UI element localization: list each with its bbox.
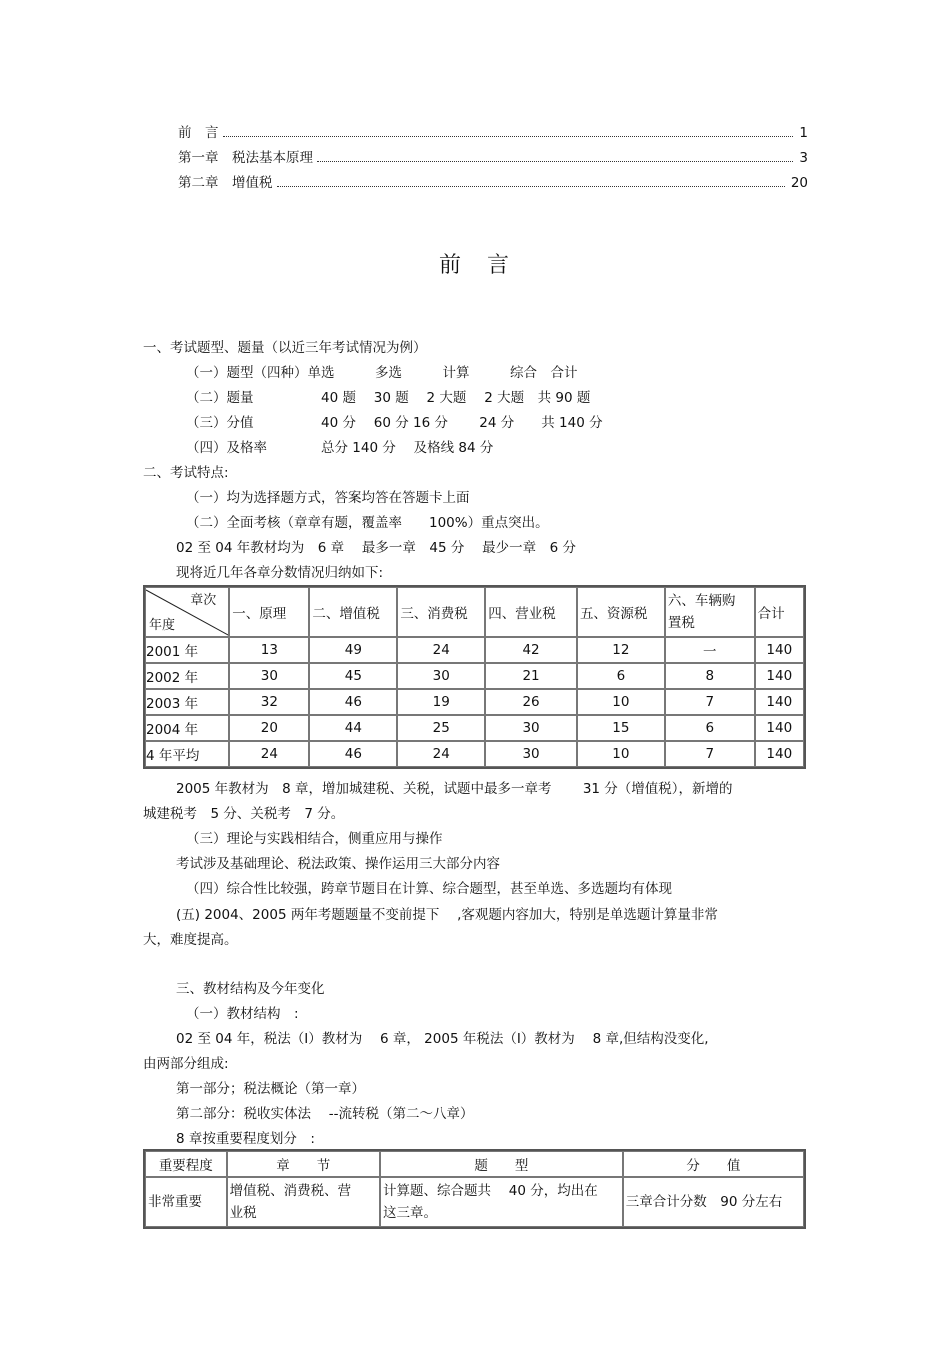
table-cell: 15 xyxy=(577,715,665,741)
table-cell: 6 xyxy=(665,715,755,741)
table-row xyxy=(145,637,804,663)
table-cell: 24 xyxy=(229,741,309,767)
paragraph: 大，难度提高。 xyxy=(143,932,238,948)
table-cell: 46 xyxy=(309,741,397,767)
paragraph: （三）分值 40 分 60 分 16 分 24 分 共 140 分 xyxy=(186,415,603,431)
table-cell: 12 xyxy=(577,637,665,663)
year-cell: 2004 年 xyxy=(145,715,229,741)
column-header: 一、原理 xyxy=(229,587,309,637)
column-header: 合计 xyxy=(755,587,804,637)
table-cell: 30 xyxy=(485,715,577,741)
table-row xyxy=(145,663,804,689)
diagonal-header-cell xyxy=(145,587,229,637)
toc-label: 第二章 增值税 xyxy=(178,175,273,191)
table-cell: 46 xyxy=(309,689,397,715)
table-cell: 7 xyxy=(665,689,755,715)
column-header: 四、营业税 xyxy=(485,587,577,637)
section-heading: 一、考试题型、题量（以近三年考试情况为例） xyxy=(143,340,427,356)
table-row xyxy=(145,715,804,741)
paragraph: 考试涉及基础理论、税法政策、操作运用三大部分内容 xyxy=(176,856,500,872)
toc-leader xyxy=(277,186,785,187)
table-cell: 44 xyxy=(309,715,397,741)
cell-line: 增值税、消费税、营 xyxy=(229,1183,352,1199)
paragraph: 城建税考 5 分、关税考 7 分。 xyxy=(143,806,345,822)
column-header: 分 值 xyxy=(623,1151,804,1177)
table-cell: 140 xyxy=(755,741,804,767)
year-cell: 2002 年 xyxy=(145,663,229,689)
table-cell: 42 xyxy=(485,637,577,663)
table-cell: 6 xyxy=(577,663,665,689)
paragraph: (五) 2004、2005 两年考题题量不变前提下 ,客观题内容加大，特别是单选题计算量非常 xyxy=(176,907,718,923)
table-cell: 30 xyxy=(397,663,485,689)
paragraph: （二）题量 40 题 30 题 2 大题 2 大题 共 90 题 xyxy=(186,390,591,406)
table-cell: 19 xyxy=(397,689,485,715)
importance-table xyxy=(143,1149,806,1229)
table-cell: 24 xyxy=(397,741,485,767)
table-cell: 30 xyxy=(485,741,577,767)
corner-bottom-label: 年度 xyxy=(149,618,176,633)
paragraph: （一）均为选择题方式，答案均答在答题卡上面 xyxy=(186,490,470,506)
table-cell xyxy=(227,1177,380,1227)
column-header: 五、资源税 xyxy=(577,587,665,637)
column-header xyxy=(665,587,755,637)
toc-page: 20 xyxy=(790,175,808,191)
table-cell: 140 xyxy=(755,715,804,741)
table-cell: 10 xyxy=(577,689,665,715)
table-cell: 非常重要 xyxy=(145,1177,227,1227)
toc-label: 第一章 税法基本原理 xyxy=(178,150,313,166)
paragraph: 第二部分：税收实体法 --流转税（第二～八章） xyxy=(176,1106,474,1122)
table-cell: 140 xyxy=(755,663,804,689)
table-row xyxy=(145,1177,804,1227)
column-header: 题 型 xyxy=(380,1151,623,1177)
paragraph: （四）及格率 总分 140 分 及格线 84 分 xyxy=(186,440,494,456)
toc-entry[interactable] xyxy=(178,146,808,166)
table-row xyxy=(145,741,804,767)
score-table xyxy=(143,585,806,769)
table-header-row xyxy=(145,587,804,637)
table-cell: 一 xyxy=(665,637,755,663)
paragraph: （二）全面考核（章章有题，覆盖率 100%）重点突出。 xyxy=(186,515,549,531)
year-cell: 2001 年 xyxy=(145,637,229,663)
table-cell: 7 xyxy=(665,741,755,767)
column-header: 三、消费税 xyxy=(397,587,485,637)
table-cell: 13 xyxy=(229,637,309,663)
section-heading: 二、考试特点: xyxy=(143,465,229,481)
paragraph: （一）教材结构 : xyxy=(186,1006,299,1022)
cell-line: 这三章。 xyxy=(382,1205,437,1221)
table-cell: 10 xyxy=(577,741,665,767)
paragraph: 现将近几年各章分数情况归纳如下: xyxy=(176,565,384,581)
table-cell: 26 xyxy=(485,689,577,715)
paragraph: 8 章按重要程度划分 : xyxy=(176,1131,315,1147)
paragraph: （一）题型（四种）单选 多选 计算 综合 合计 xyxy=(186,365,578,381)
toc-page: 3 xyxy=(799,150,808,166)
toc-entry[interactable] xyxy=(178,171,808,191)
table-cell: 30 xyxy=(229,663,309,689)
page-title: 前 言 xyxy=(438,253,511,278)
table-cell: 24 xyxy=(397,637,485,663)
column-header: 重要程度 xyxy=(145,1151,227,1177)
section-heading: 三、教材结构及今年变化 xyxy=(176,981,325,997)
paragraph: 由两部分组成: xyxy=(143,1056,229,1072)
table-row xyxy=(145,689,804,715)
toc-entry[interactable] xyxy=(178,121,808,141)
column-header-line: 置税 xyxy=(667,615,695,631)
year-cell: 2003 年 xyxy=(145,689,229,715)
paragraph: 2005 年教材为 8 章，增加城建税、关税，试题中最多一章考 31 分（增值税），新增的 xyxy=(176,781,733,797)
table-cell: 140 xyxy=(755,637,804,663)
table-cell: 21 xyxy=(485,663,577,689)
table-cell xyxy=(380,1177,623,1227)
table-cell: 49 xyxy=(309,637,397,663)
table-cell: 8 xyxy=(665,663,755,689)
column-header: 章 节 xyxy=(227,1151,380,1177)
column-header: 二、增值税 xyxy=(309,587,397,637)
table-cell: 140 xyxy=(755,689,804,715)
column-header-line: 六、车辆购 xyxy=(667,593,736,609)
paragraph: （三）理论与实践相结合，侧重应用与操作 xyxy=(186,831,443,847)
table-header-row xyxy=(145,1151,804,1177)
corner-top-label: 章次 xyxy=(190,593,217,608)
table-cell: 25 xyxy=(397,715,485,741)
cell-line: 计算题、综合题共 40 分，均出在 xyxy=(382,1183,598,1199)
table-cell: 三章合计分数 90 分左右 xyxy=(623,1177,804,1227)
paragraph: 第一部分；税法概论（第一章） xyxy=(176,1081,365,1097)
table-cell: 32 xyxy=(229,689,309,715)
table-cell: 45 xyxy=(309,663,397,689)
paragraph: 02 至 04 年教材均为 6 章 最多一章 45 分 最少一章 6 分 xyxy=(176,540,577,556)
paragraph: 02 至 04 年，税法（Ⅰ）教材为 6 章， 2005 年税法（Ⅰ）教材为 8 章,但结构没变化, xyxy=(176,1031,709,1047)
toc-label: 前 言 xyxy=(178,125,219,141)
year-cell: 4 年平均 xyxy=(145,741,229,767)
paragraph: （四）综合性比较强，跨章节题目在计算、综合题型，甚至单选、多选题均有体现 xyxy=(186,881,672,897)
toc-leader xyxy=(223,136,794,137)
toc-page: 1 xyxy=(799,125,808,141)
cell-line: 业税 xyxy=(229,1205,257,1221)
table-cell: 20 xyxy=(229,715,309,741)
toc-leader xyxy=(317,161,793,162)
